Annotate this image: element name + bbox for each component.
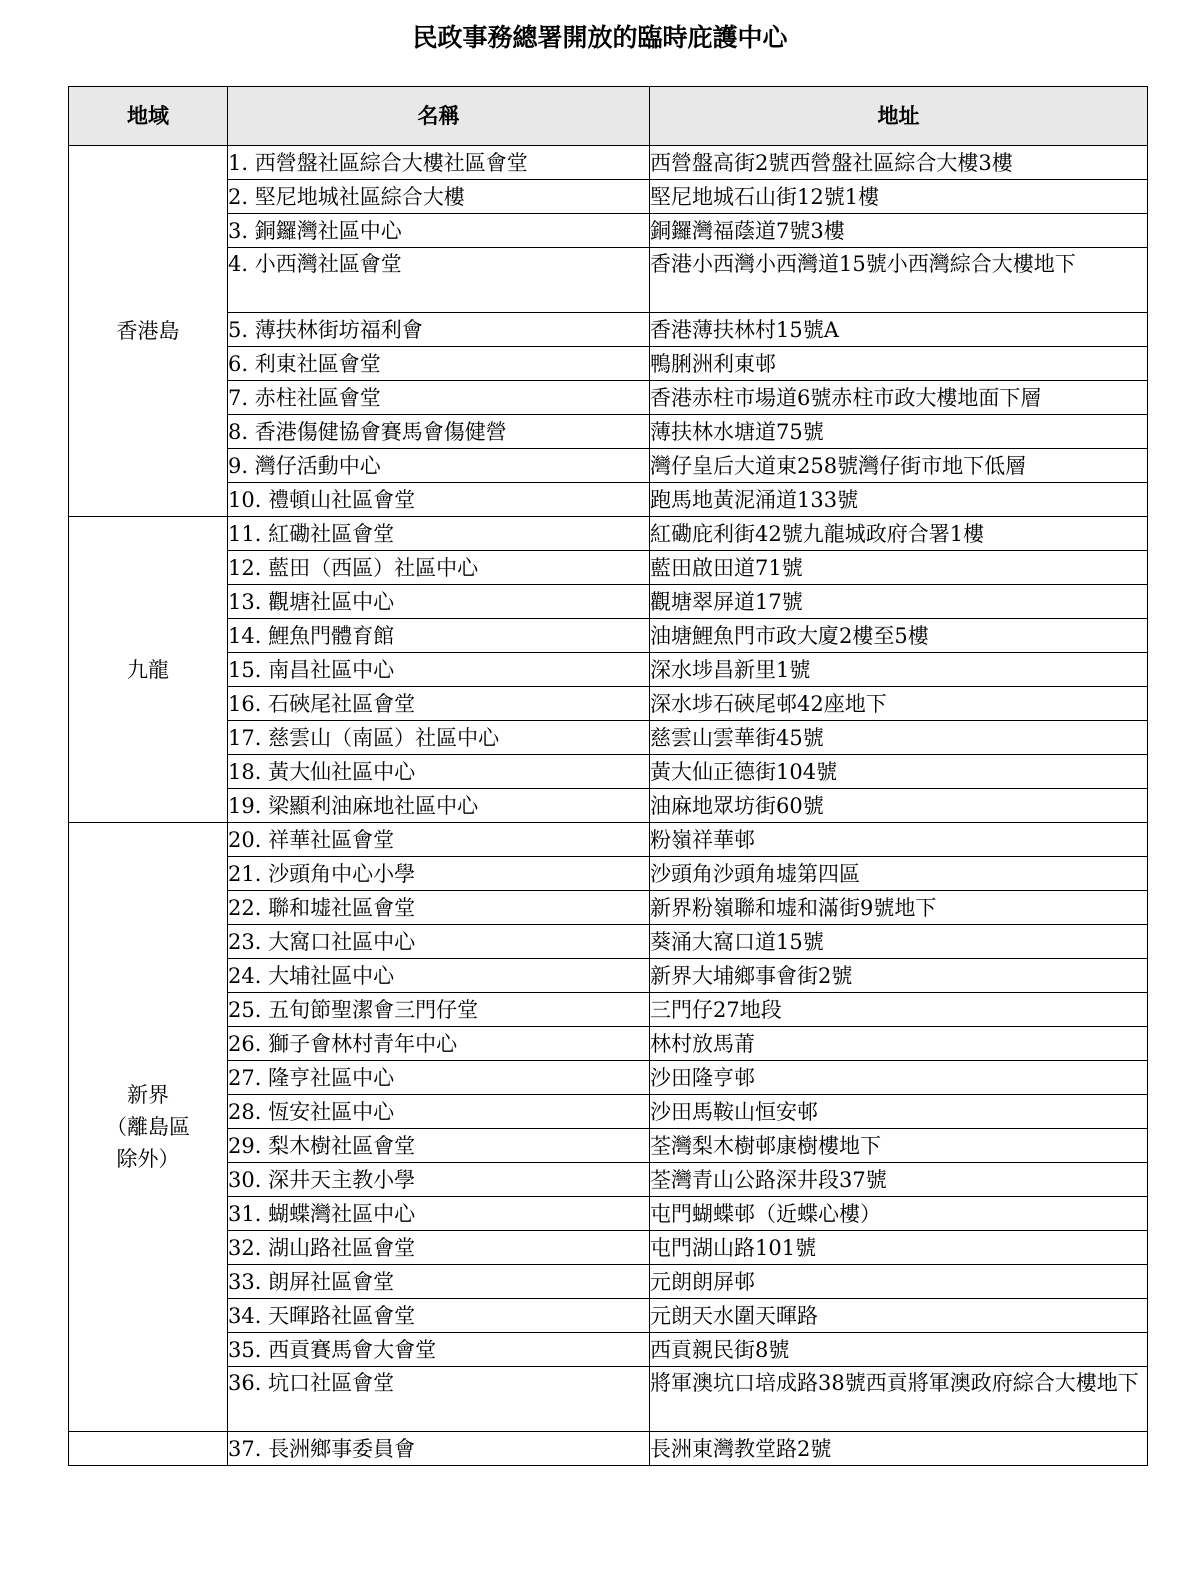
table-row — [69, 415, 1148, 449]
shelter-address-cell: 油麻地眾坊街60號 — [650, 789, 1148, 823]
shelter-address-cell: 粉嶺祥華邨 — [650, 823, 1148, 857]
shelter-name-cell: 36. 坑口社區會堂 — [228, 1367, 650, 1432]
table-row — [69, 381, 1148, 415]
table-row — [69, 1265, 1148, 1299]
shelter-name-cell: 14. 鯉魚門體育館 — [228, 619, 650, 653]
shelter-address-cell: 慈雲山雲華街45號 — [650, 721, 1148, 755]
region-cell: 香港島 — [69, 146, 228, 517]
table-row — [69, 1095, 1148, 1129]
shelter-name-cell: 19. 梁顯利油麻地社區中心 — [228, 789, 650, 823]
shelter-name-cell: 23. 大窩口社區中心 — [228, 925, 650, 959]
shelter-address-cell: 沙頭角沙頭角墟第四區 — [650, 857, 1148, 891]
shelter-name-cell: 20. 祥華社區會堂 — [228, 823, 650, 857]
table-row — [69, 721, 1148, 755]
table-row — [69, 653, 1148, 687]
shelter-name-cell: 4. 小西灣社區會堂 — [228, 248, 650, 313]
region-cell — [69, 1432, 228, 1466]
table-row — [69, 313, 1148, 347]
shelter-address-cell: 元朗天水圍天暉路 — [650, 1299, 1148, 1333]
table-row — [69, 1432, 1148, 1466]
shelter-name-cell: 3. 銅鑼灣社區中心 — [228, 214, 650, 248]
shelter-address-cell: 荃灣梨木樹邨康樹樓地下 — [650, 1129, 1148, 1163]
shelter-name-cell: 5. 薄扶林街坊福利會 — [228, 313, 650, 347]
column-header-address: 地址 — [650, 87, 1148, 146]
shelter-address-cell: 屯門湖山路101號 — [650, 1231, 1148, 1265]
table-row — [69, 551, 1148, 585]
table-row — [69, 925, 1148, 959]
shelter-address-cell: 香港薄扶林村15號A — [650, 313, 1148, 347]
table-row — [69, 1231, 1148, 1265]
table-row — [69, 1129, 1148, 1163]
table-row — [69, 891, 1148, 925]
shelter-name-cell: 10. 禮頓山社區會堂 — [228, 483, 650, 517]
table-row — [69, 180, 1148, 214]
shelter-name-cell: 21. 沙頭角中心小學 — [228, 857, 650, 891]
document-title: 民政事務總署開放的臨時庇護中心 — [412, 23, 788, 52]
shelter-address-cell: 堅尼地城石山街12號1樓 — [650, 180, 1148, 214]
shelter-name-cell: 27. 隆亨社區中心 — [228, 1061, 650, 1095]
table-row — [69, 789, 1148, 823]
shelter-name-cell: 2. 堅尼地城社區綜合大樓 — [228, 180, 650, 214]
shelter-name-cell: 12. 藍田（西區）社區中心 — [228, 551, 650, 585]
table-row — [69, 248, 1148, 313]
table-row — [69, 214, 1148, 248]
shelter-name-cell: 18. 黃大仙社區中心 — [228, 755, 650, 789]
table-row — [69, 993, 1148, 1027]
shelter-address-cell: 三門仔27地段 — [650, 993, 1148, 1027]
table-row — [69, 823, 1148, 857]
shelter-name-cell: 35. 西貢賽馬會大會堂 — [228, 1333, 650, 1367]
shelter-address-cell: 元朗朗屏邨 — [650, 1265, 1148, 1299]
shelter-address-cell: 屯門蝴蝶邨（近蝶心樓） — [650, 1197, 1148, 1231]
shelter-name-cell: 6. 利東社區會堂 — [228, 347, 650, 381]
table-row — [69, 483, 1148, 517]
shelter-address-cell: 西貢親民街8號 — [650, 1333, 1148, 1367]
table-row — [69, 449, 1148, 483]
shelter-name-cell: 26. 獅子會林村青年中心 — [228, 1027, 650, 1061]
table-row — [69, 1061, 1148, 1095]
shelter-address-cell: 葵涌大窩口道15號 — [650, 925, 1148, 959]
shelter-name-cell: 28. 恆安社區中心 — [228, 1095, 650, 1129]
shelter-address-cell: 深水埗石硤尾邨42座地下 — [650, 687, 1148, 721]
shelter-name-cell: 30. 深井天主教小學 — [228, 1163, 650, 1197]
shelter-address-cell: 荃灣青山公路深井段37號 — [650, 1163, 1148, 1197]
table-row — [69, 1197, 1148, 1231]
shelter-address-cell: 長洲東灣教堂路2號 — [650, 1432, 1148, 1466]
shelter-address-cell: 銅鑼灣福蔭道7號3樓 — [650, 214, 1148, 248]
shelter-address-cell: 觀塘翠屏道17號 — [650, 585, 1148, 619]
shelter-name-cell: 31. 蝴蝶灣社區中心 — [228, 1197, 650, 1231]
shelter-address-cell: 紅磡庇利街42號九龍城政府合署1樓 — [650, 517, 1148, 551]
shelter-table — [68, 86, 1148, 1466]
shelter-address-cell: 將軍澳坑口培成路38號西貢將軍澳政府綜合大樓地下 — [650, 1367, 1148, 1432]
table-row — [69, 959, 1148, 993]
region-cell: 九龍 — [69, 517, 228, 823]
shelter-name-cell: 1. 西營盤社區綜合大樓社區會堂 — [228, 146, 650, 180]
shelter-address-cell: 西營盤高街2號西營盤社區綜合大樓3樓 — [650, 146, 1148, 180]
shelter-address-cell: 新界粉嶺聯和墟和滿街9號地下 — [650, 891, 1148, 925]
shelter-address-cell: 香港小西灣小西灣道15號小西灣綜合大樓地下 — [650, 248, 1148, 313]
shelter-address-cell: 跑馬地黃泥涌道133號 — [650, 483, 1148, 517]
shelter-name-cell: 24. 大埔社區中心 — [228, 959, 650, 993]
table-row — [69, 146, 1148, 180]
shelter-name-cell: 32. 湖山路社區會堂 — [228, 1231, 650, 1265]
table-row — [69, 517, 1148, 551]
shelter-address-cell: 薄扶林水塘道75號 — [650, 415, 1148, 449]
column-header-region: 地域 — [69, 87, 228, 146]
region-cell: 新界 （離島區 除外） — [69, 823, 228, 1432]
shelter-address-cell: 新界大埔鄉事會街2號 — [650, 959, 1148, 993]
shelter-name-cell: 34. 天暉路社區會堂 — [228, 1299, 650, 1333]
shelter-address-cell: 沙田馬鞍山恒安邨 — [650, 1095, 1148, 1129]
shelter-address-cell: 鴨脷洲利東邨 — [650, 347, 1148, 381]
shelter-name-cell: 25. 五旬節聖潔會三門仔堂 — [228, 993, 650, 1027]
shelter-name-cell: 15. 南昌社區中心 — [228, 653, 650, 687]
table-row — [69, 1333, 1148, 1367]
table-header-row — [69, 87, 1148, 146]
table-row — [69, 347, 1148, 381]
shelter-address-cell: 油塘鯉魚門市政大廈2樓至5樓 — [650, 619, 1148, 653]
shelter-name-cell: 13. 觀塘社區中心 — [228, 585, 650, 619]
table-row — [69, 1163, 1148, 1197]
shelter-name-cell: 22. 聯和墟社區會堂 — [228, 891, 650, 925]
table-row — [69, 1299, 1148, 1333]
shelter-address-cell: 香港赤柱市場道6號赤柱市政大樓地面下層 — [650, 381, 1148, 415]
shelter-address-cell: 林村放馬莆 — [650, 1027, 1148, 1061]
shelter-name-cell: 33. 朗屏社區會堂 — [228, 1265, 650, 1299]
shelter-name-cell: 16. 石硤尾社區會堂 — [228, 687, 650, 721]
column-header-name: 名稱 — [228, 87, 650, 146]
shelter-name-cell: 7. 赤柱社區會堂 — [228, 381, 650, 415]
table-body — [69, 146, 1148, 1466]
shelter-name-cell: 8. 香港傷健協會賽馬會傷健營 — [228, 415, 650, 449]
shelter-name-cell: 29. 梨木樹社區會堂 — [228, 1129, 650, 1163]
shelter-name-cell: 17. 慈雲山（南區）社區中心 — [228, 721, 650, 755]
shelter-address-cell: 深水埗昌新里1號 — [650, 653, 1148, 687]
table-row — [69, 619, 1148, 653]
table-row — [69, 687, 1148, 721]
shelter-address-cell: 沙田隆亨邨 — [650, 1061, 1148, 1095]
shelter-address-cell: 灣仔皇后大道東258號灣仔街市地下低層 — [650, 449, 1148, 483]
table-row — [69, 585, 1148, 619]
table-row — [69, 1367, 1148, 1432]
shelter-name-cell: 11. 紅磡社區會堂 — [228, 517, 650, 551]
shelter-name-cell: 37. 長洲鄉事委員會 — [228, 1432, 650, 1466]
table-row — [69, 857, 1148, 891]
table-row — [69, 755, 1148, 789]
table-row — [69, 1027, 1148, 1061]
shelter-address-cell: 黃大仙正德街104號 — [650, 755, 1148, 789]
shelter-name-cell: 9. 灣仔活動中心 — [228, 449, 650, 483]
shelter-address-cell: 藍田啟田道71號 — [650, 551, 1148, 585]
